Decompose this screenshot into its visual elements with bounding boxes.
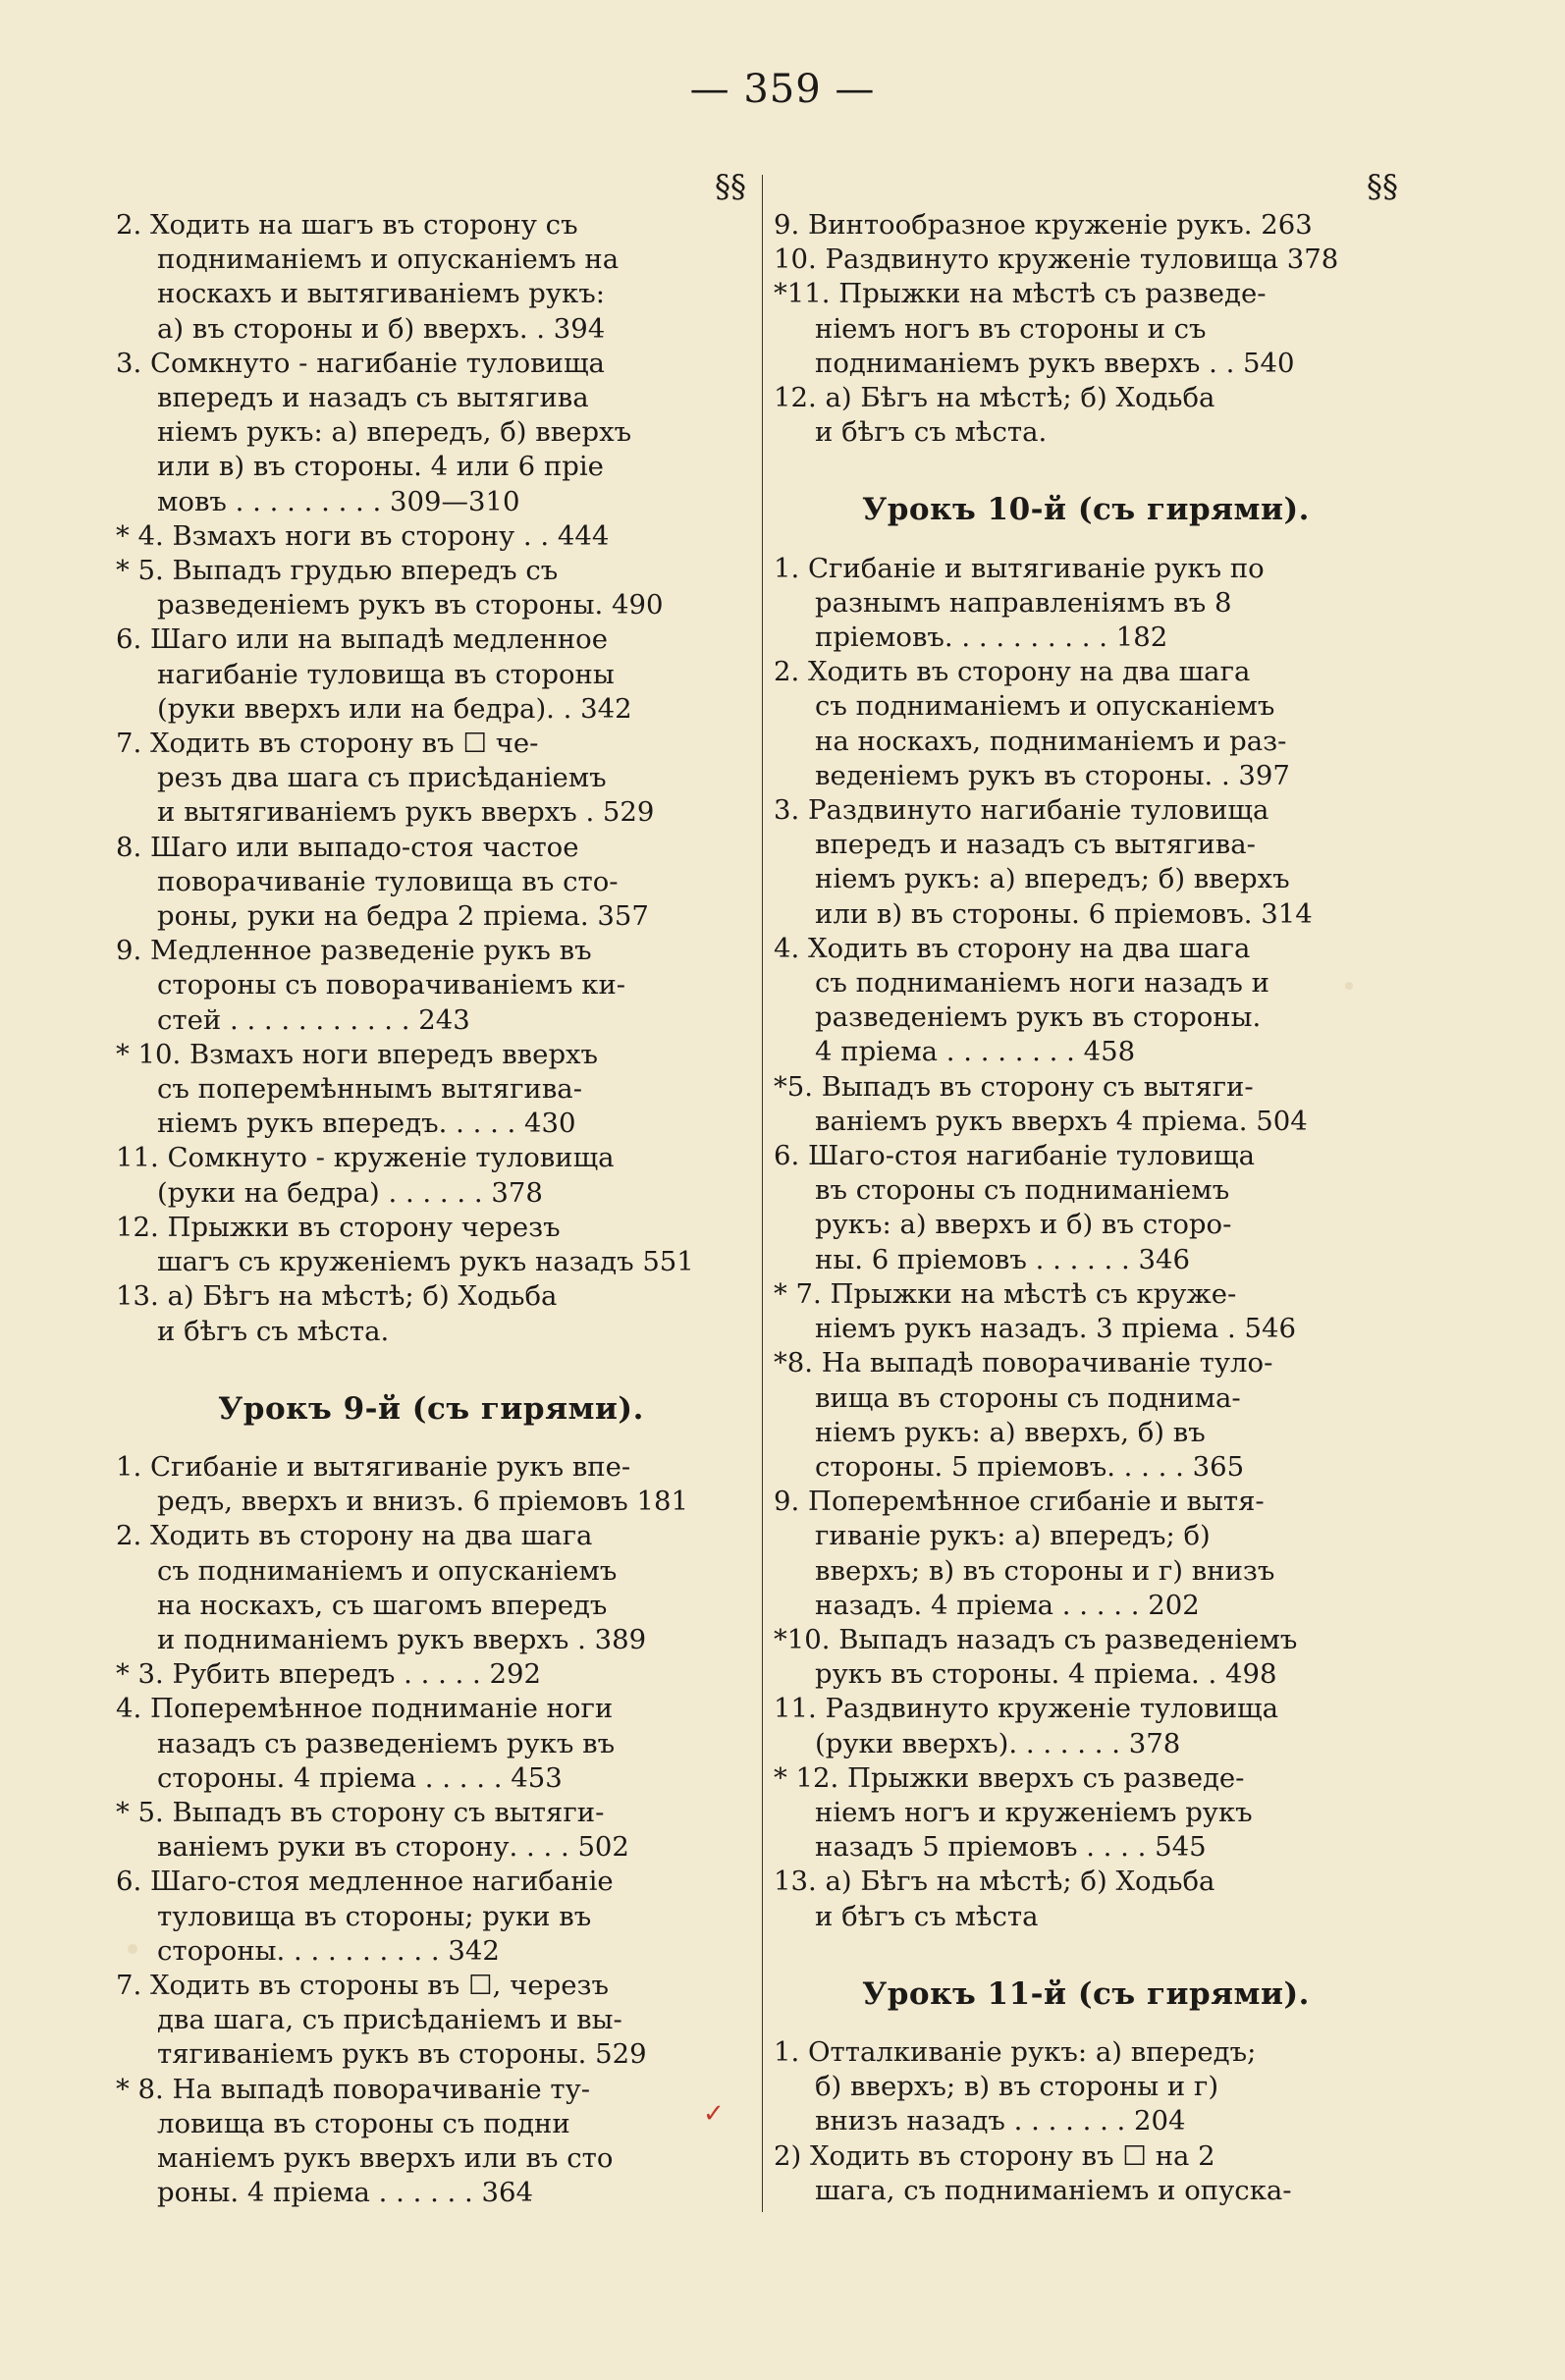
entry-line xyxy=(116,865,746,899)
entry-line xyxy=(116,899,746,934)
entry-line xyxy=(116,1554,746,1589)
entry-line xyxy=(116,727,746,761)
entry-line-text: на носкахъ, подниманіемъ и раз- xyxy=(815,725,1287,757)
entry-line xyxy=(774,1173,1398,1208)
entry-line xyxy=(774,1070,1398,1105)
entry-line xyxy=(774,208,1398,243)
entry-line-text: 9. Поперемѣнное сгибаніе и вытя- xyxy=(774,1486,1265,1518)
entry-line xyxy=(116,1245,746,1279)
entry-line xyxy=(116,1107,746,1141)
entry-line-text: 3. Раздвинуто нагибаніе туловища xyxy=(774,794,1269,827)
entry-line xyxy=(774,1416,1398,1450)
exercise-entry xyxy=(774,1139,1398,1277)
entry-line xyxy=(774,2035,1398,2070)
entry-line xyxy=(774,1381,1398,1416)
exercise-entry xyxy=(116,347,746,519)
entry-line-text: стороны. 5 пріемовъ. . . . . 365 xyxy=(815,1450,1245,1483)
entry-line-text: ваніемъ руки въ сторону. . . . 502 xyxy=(157,1831,629,1864)
exercise-entry xyxy=(774,552,1398,656)
paper-stain xyxy=(128,1944,137,1954)
entry-line-text: * 12. Прыжки вверхъ съ разведе- xyxy=(774,1761,1245,1794)
entry-line xyxy=(774,1277,1398,1312)
entry-line xyxy=(116,2003,746,2037)
entry-line xyxy=(116,312,746,347)
entry-line xyxy=(774,1139,1398,1173)
entry-line xyxy=(116,1589,746,1623)
entry-line-text: резъ два шага съ присѣданіемъ xyxy=(157,762,607,794)
exercise-entry xyxy=(774,655,1398,793)
entry-line-text: тягиваніемъ рукъ въ стороны. 529 xyxy=(157,2038,647,2071)
entry-line xyxy=(774,2070,1398,2104)
entry-line-text: съ подниманіемъ ноги назадъ и xyxy=(815,967,1269,1000)
entry-line-text: стороны. . . . . . . . . . 342 xyxy=(157,1934,500,1967)
entry-line-text: ніемъ рукъ: а) вверхъ, б) въ xyxy=(815,1416,1206,1448)
entry-line-text: * 8. На выпадѣ поворачиваніе ту- xyxy=(116,2073,591,2105)
entry-line-text: 2. Ходить въ сторону на два шага xyxy=(116,1520,593,1552)
entry-line-text: туловища въ стороны; руки въ xyxy=(157,1900,592,1932)
entry-line xyxy=(116,1865,746,1899)
entry-line xyxy=(774,1761,1398,1796)
entry-line-text: (руки вверхъ). . . . . . . 378 xyxy=(815,1727,1181,1759)
entry-line-text: впередъ и назадъ съ вытягива- xyxy=(815,829,1256,861)
entry-line xyxy=(774,1692,1398,1726)
exercise-entry xyxy=(774,2035,1398,2139)
entry-line xyxy=(774,1519,1398,1553)
exercise-entry xyxy=(116,622,746,727)
exercise-entry xyxy=(116,1038,746,1142)
red-ink-mark: ✓ xyxy=(703,2099,725,2129)
entry-line-text: разнымъ направленіямъ въ 8 xyxy=(815,586,1232,619)
entry-line xyxy=(774,897,1398,932)
entry-line-text: 2. Ходить въ сторону на два шага xyxy=(774,656,1251,688)
entry-line-text: маніемъ рукъ вверхъ или въ сто xyxy=(157,2141,614,2174)
entry-line-text: гиваніе рукъ: а) впередъ; б) xyxy=(815,1520,1211,1552)
entry-line-text: ніемъ ногъ въ стороны и съ xyxy=(815,312,1207,345)
entry-line xyxy=(116,588,746,622)
entry-line-text: или в) въ стороны. 4 или 6 пріе xyxy=(157,451,604,483)
entry-line-text: * 5. Выпадъ въ сторону съ вытяги- xyxy=(116,1796,605,1828)
entry-line xyxy=(774,1243,1398,1277)
entry-line xyxy=(116,658,746,692)
entry-line-text: 12. Прыжки въ сторону черезъ xyxy=(116,1211,561,1243)
entry-line-text: рукъ: а) вверхъ и б) въ сторо- xyxy=(815,1209,1232,1241)
entry-line-text: 4. Ходить въ сторону на два шага xyxy=(774,932,1251,964)
entry-line xyxy=(774,655,1398,689)
exercise-entry xyxy=(116,1279,746,1348)
entry-line xyxy=(774,312,1398,347)
exercise-entry xyxy=(774,932,1398,1070)
entry-line xyxy=(774,552,1398,586)
entry-line xyxy=(116,2107,746,2141)
entry-line xyxy=(116,1623,746,1657)
exercise-entry xyxy=(774,2139,1398,2208)
entry-line xyxy=(116,2176,746,2210)
entry-line-text: внизъ назадъ . . . . . . . 204 xyxy=(815,2105,1186,2137)
exercise-entry xyxy=(774,793,1398,932)
entry-line xyxy=(774,1830,1398,1865)
entry-line xyxy=(774,689,1398,724)
entry-line-text: вверхъ; в) въ стороны и г) внизъ xyxy=(815,1554,1275,1587)
left-column xyxy=(116,167,746,2210)
entry-line-text: роны. 4 пріема . . . . . . 364 xyxy=(157,2177,534,2209)
exercise-entry xyxy=(774,277,1398,381)
entry-line xyxy=(774,1312,1398,1346)
entry-line-text: подниманіемъ и опусканіемъ на xyxy=(157,243,620,276)
entry-line xyxy=(116,761,746,795)
entry-line xyxy=(116,519,746,554)
entry-line-text: и подниманіемъ рукъ вверхъ . 389 xyxy=(157,1623,647,1655)
entry-line xyxy=(774,243,1398,277)
section-marker: §§ xyxy=(715,168,746,205)
entry-line-text: 4. Поперемѣнное подниманіе ноги xyxy=(116,1693,614,1725)
exercise-entry xyxy=(116,1141,746,1210)
entry-line xyxy=(116,1727,746,1761)
entry-line-text: 10. Раздвинуто круженіе туловища 378 xyxy=(774,243,1339,276)
entry-line-text: разведеніемъ рукъ въ стороны. 490 xyxy=(157,589,664,622)
entry-line xyxy=(774,1900,1398,1934)
exercise-entry xyxy=(116,1692,746,1796)
entry-line xyxy=(774,1865,1398,1899)
entry-line xyxy=(116,450,746,484)
entry-line xyxy=(774,277,1398,311)
entry-line xyxy=(116,1969,746,2003)
entry-line-text: подниманіемъ рукъ вверхъ . . 540 xyxy=(815,347,1295,379)
entry-line-text: 12. а) Бѣгъ на мѣстѣ; б) Ходьба xyxy=(774,382,1215,414)
entry-line xyxy=(116,347,746,381)
entry-line-text: * 7. Прыжки на мѣстѣ съ круже- xyxy=(774,1277,1237,1310)
entry-line xyxy=(774,1589,1398,1623)
entry-line-text: * 3. Рубить впередъ . . . . . 292 xyxy=(116,1658,542,1691)
entry-line xyxy=(774,621,1398,655)
right-column xyxy=(774,167,1398,2208)
entry-line xyxy=(116,1519,746,1553)
entry-line-text: и бѣгъ съ мѣста. xyxy=(157,1315,390,1347)
entry-line xyxy=(116,1279,746,1314)
exercise-entry xyxy=(116,208,746,347)
exercise-entry xyxy=(116,727,746,831)
entry-line xyxy=(774,1623,1398,1657)
page-number: — 359 — xyxy=(689,67,876,112)
entry-line xyxy=(774,862,1398,896)
entry-line xyxy=(774,1657,1398,1692)
entry-line-text: рукъ въ стороны. 4 пріема. . 498 xyxy=(815,1658,1277,1691)
entry-line xyxy=(116,554,746,588)
entry-line-text: и вытягиваніемъ рукъ вверхъ . 529 xyxy=(157,796,655,829)
entry-line-text: 7. Ходить въ стороны въ ☐, черезъ xyxy=(116,1969,609,2001)
exercise-entry xyxy=(116,934,746,1038)
entry-line-text: а) въ стороны и б) вверхъ. . 394 xyxy=(157,312,606,345)
entry-line xyxy=(774,1346,1398,1380)
entry-line-text: вища въ стороны съ поднима- xyxy=(815,1381,1241,1414)
entry-line xyxy=(774,381,1398,415)
entry-line xyxy=(774,1105,1398,1139)
exercise-entry xyxy=(116,1865,746,1969)
entry-line-text: ніемъ рукъ назадъ. 3 пріема . 546 xyxy=(815,1313,1297,1345)
entry-line-text: 6. Шаго-стоя нагибаніе туловища xyxy=(774,1140,1256,1172)
entry-line-text: назадъ съ разведеніемъ рукъ въ xyxy=(157,1727,616,1759)
entry-line-text: мовъ . . . . . . . . . 309—310 xyxy=(157,485,520,517)
entry-line-text: назадъ 5 пріемовъ . . . . 545 xyxy=(815,1831,1207,1864)
entry-line xyxy=(116,692,746,727)
entry-line-text: 7. Ходить въ сторону въ ☐ че- xyxy=(116,728,539,760)
entry-line xyxy=(116,485,746,519)
entry-line xyxy=(774,347,1398,381)
entry-line xyxy=(116,1141,746,1175)
exercise-entry xyxy=(774,1070,1398,1139)
entry-line xyxy=(116,415,746,450)
entry-line-text: шагъ съ круженіемъ рукъ назадъ 551 xyxy=(157,1246,694,1278)
entry-line xyxy=(774,1727,1398,1761)
entry-line-text: 4 пріема . . . . . . . . 458 xyxy=(815,1036,1136,1068)
exercise-entry xyxy=(116,1211,746,1279)
left-blocks xyxy=(116,208,746,2210)
exercise-entry xyxy=(774,1277,1398,1346)
entry-line xyxy=(116,968,746,1002)
entry-line-text: пріемовъ. . . . . . . . . . 182 xyxy=(815,622,1168,654)
right-blocks xyxy=(774,208,1398,2208)
entry-line xyxy=(116,243,746,277)
exercise-entry xyxy=(116,1519,746,1657)
entry-line xyxy=(116,1072,746,1107)
entry-line xyxy=(774,1208,1398,1242)
entry-line-text: 2) Ходить въ сторону въ ☐ на 2 xyxy=(774,2139,1215,2172)
section-marker: §§ xyxy=(1367,168,1398,205)
entry-line-text: въ стороны съ подниманіемъ xyxy=(815,1174,1230,1207)
exercise-entry xyxy=(116,554,746,622)
entry-line-text: съ поперемѣннымъ вытягива- xyxy=(157,1073,582,1106)
entry-line-text: ніемъ ногъ и круженіемъ рукъ xyxy=(815,1796,1253,1828)
entry-line-text: 1. Сгибаніе и вытягиваніе рукъ впе- xyxy=(116,1450,631,1483)
entry-line-text: 6. Шаго или на выпадѣ медленное xyxy=(116,623,608,656)
exercise-entry xyxy=(116,1796,746,1865)
exercise-entry xyxy=(774,1346,1398,1485)
entry-line-text: съ подниманіемъ и опусканіемъ xyxy=(157,1554,618,1587)
exercise-entry xyxy=(774,1865,1398,1933)
entry-line xyxy=(116,1934,746,1969)
entry-line xyxy=(116,1900,746,1934)
entry-line-text: и бѣгъ съ мѣста xyxy=(815,1900,1039,1932)
exercise-entry xyxy=(116,1657,746,1692)
entry-line-text: стей . . . . . . . . . . . 243 xyxy=(157,1003,470,1036)
entry-line xyxy=(116,1038,746,1072)
entry-line-text: 11. Сомкнуто - круженіе туловища xyxy=(116,1142,615,1174)
entry-line xyxy=(116,2037,746,2072)
entry-line-text: поворачиваніе туловища въ сто- xyxy=(157,865,619,897)
entry-line xyxy=(116,934,746,968)
column-divider xyxy=(762,175,763,2212)
entry-line-text: (руки на бедра) . . . . . . 378 xyxy=(157,1176,543,1209)
entry-line xyxy=(116,1796,746,1830)
entry-line xyxy=(774,2139,1398,2174)
entry-line-text: ловища въ стороны съ подни xyxy=(157,2107,570,2139)
exercise-entry xyxy=(116,831,746,935)
entry-line xyxy=(774,2174,1398,2208)
entry-line xyxy=(116,795,746,830)
entry-line-text: 13. а) Бѣгъ на мѣстѣ; б) Ходьба xyxy=(116,1280,558,1313)
entry-line xyxy=(116,2141,746,2176)
entry-line-text: 9. Медленное разведеніе рукъ въ xyxy=(116,935,592,967)
entry-line-text: б) вверхъ; в) въ стороны и г) xyxy=(815,2071,1219,2103)
entry-line-text: впередъ и назадъ съ вытягива xyxy=(157,382,589,414)
entry-line-text: редъ, вверхъ и внизъ. 6 пріемовъ 181 xyxy=(157,1486,688,1518)
entry-line-text: ніемъ рукъ: а) впередъ; б) вверхъ xyxy=(815,863,1290,895)
entry-line-text: назадъ. 4 пріема . . . . . 202 xyxy=(815,1589,1200,1621)
entry-line xyxy=(116,2073,746,2107)
entry-line-text: 11. Раздвинуто круженіе туловища xyxy=(774,1693,1279,1725)
entry-line xyxy=(116,277,746,311)
exercise-entry xyxy=(774,381,1398,450)
entry-line xyxy=(774,586,1398,621)
entry-line xyxy=(116,1692,746,1726)
entry-line xyxy=(116,1450,746,1485)
entry-line xyxy=(116,1830,746,1865)
entry-line-text: * 10. Взмахъ ноги впередъ вверхъ xyxy=(116,1038,599,1070)
exercise-entry xyxy=(774,243,1398,277)
exercise-entry xyxy=(116,1969,746,2073)
entry-line-text: съ подниманіемъ и опусканіемъ xyxy=(815,690,1275,723)
entry-line-text: 2. Ходить на шагъ въ сторону съ xyxy=(116,209,578,241)
entry-line-text: ны. 6 пріемовъ . . . . . . 346 xyxy=(815,1243,1190,1275)
entry-line-text: ваніемъ рукъ вверхъ 4 пріема. 504 xyxy=(815,1105,1308,1137)
exercise-entry xyxy=(774,208,1398,243)
entry-line-text: и бѣгъ съ мѣста. xyxy=(815,416,1048,449)
entry-line xyxy=(116,1761,746,1796)
entry-line xyxy=(774,759,1398,793)
entry-line-text: 8. Шаго или выпадо-стоя частое xyxy=(116,831,579,863)
entry-line-text: * 5. Выпадъ грудью впередъ съ xyxy=(116,555,559,587)
entry-line-text: нагибаніе туловища въ стороны xyxy=(157,658,615,690)
entry-line xyxy=(116,381,746,415)
entry-line xyxy=(116,1003,746,1038)
entry-line-text: 1. Отталкиваніе рукъ: а) впередъ; xyxy=(774,2035,1257,2068)
entry-line-text: *8. На выпадѣ поворачиваніе туло- xyxy=(774,1347,1273,1379)
entry-line-text: носкахъ и вытягиваніемъ рукъ: xyxy=(157,278,605,310)
entry-line xyxy=(116,831,746,865)
exercise-entry xyxy=(774,1761,1398,1866)
entry-line xyxy=(774,415,1398,450)
entry-line-text: (руки вверхъ или на бедра). . 342 xyxy=(157,692,632,725)
entry-line-text: *10. Выпадъ назадъ съ разведеніемъ xyxy=(774,1623,1298,1655)
entry-line xyxy=(116,1176,746,1211)
entry-line xyxy=(774,932,1398,966)
entry-line-text: или в) въ стороны. 6 пріемовъ. 314 xyxy=(815,897,1313,930)
entry-line xyxy=(774,1035,1398,1069)
lesson-heading: Урокъ 9-й (съ гирями). xyxy=(218,1390,644,1427)
exercise-entry xyxy=(116,2073,746,2211)
lesson-heading: Урокъ 11-й (съ гирями). xyxy=(862,1975,1310,2012)
entry-line xyxy=(774,1485,1398,1519)
entry-line xyxy=(116,1657,746,1692)
entry-line-text: стороны. 4 пріема . . . . . 453 xyxy=(157,1761,563,1794)
entry-line-text: 9. Винтообразное круженіе рукъ. 263 xyxy=(774,209,1313,241)
paper-stain xyxy=(1345,982,1353,990)
entry-line-text: ніемъ рукъ впередъ. . . . . 430 xyxy=(157,1108,576,1140)
entry-line-text: *5. Выпадъ въ сторону съ вытяги- xyxy=(774,1070,1254,1103)
exercise-entry xyxy=(116,519,746,554)
entry-line-text: на носкахъ, съ шагомъ впередъ xyxy=(157,1589,608,1621)
entry-line xyxy=(774,725,1398,759)
entry-line-text: *11. Прыжки на мѣстѣ съ разведе- xyxy=(774,278,1267,310)
entry-line-text: два шага, съ присѣданіемъ и вы- xyxy=(157,2004,622,2036)
lesson-heading: Урокъ 10-й (съ гирями). xyxy=(862,492,1310,528)
entry-line xyxy=(116,208,746,243)
entry-line xyxy=(774,793,1398,828)
entry-line xyxy=(774,1001,1398,1035)
entry-line-text: 3. Сомкнуто - нагибаніе туловища xyxy=(116,347,605,379)
entry-line-text: ніемъ рукъ: а) впередъ, б) вверхъ xyxy=(157,416,632,449)
entry-line xyxy=(116,622,746,657)
entry-line-text: стороны съ поворачиваніемъ ки- xyxy=(157,969,626,1001)
entry-line-text: шага, съ подниманіемъ и опуска- xyxy=(815,2174,1292,2206)
exercise-entry xyxy=(116,1450,746,1519)
entry-line xyxy=(774,2104,1398,2138)
entry-line xyxy=(116,1315,746,1349)
entry-line xyxy=(774,828,1398,862)
entry-line-text: * 4. Взмахъ ноги въ сторону . . 444 xyxy=(116,519,610,552)
entry-line-text: 1. Сгибаніе и вытягиваніе рукъ по xyxy=(774,552,1265,584)
entry-line xyxy=(774,1450,1398,1485)
entry-line-text: 6. Шаго-стоя медленное нагибаніе xyxy=(116,1866,614,1898)
exercise-entry xyxy=(774,1623,1398,1692)
entry-line-text: разведеніемъ рукъ въ стороны. xyxy=(815,1001,1262,1034)
exercise-entry xyxy=(774,1485,1398,1623)
entry-line xyxy=(774,1796,1398,1830)
entry-line xyxy=(116,1485,746,1519)
entry-line-text: роны, руки на бедра 2 пріема. 357 xyxy=(157,900,649,933)
entry-line-text: веденіемъ рукъ въ стороны. . 397 xyxy=(815,759,1290,791)
entry-line xyxy=(116,1211,746,1245)
exercise-entry xyxy=(774,1692,1398,1760)
entry-line-text: 13. а) Бѣгъ на мѣстѣ; б) Ходьба xyxy=(774,1866,1215,1898)
entry-line xyxy=(774,966,1398,1001)
entry-line xyxy=(774,1554,1398,1589)
